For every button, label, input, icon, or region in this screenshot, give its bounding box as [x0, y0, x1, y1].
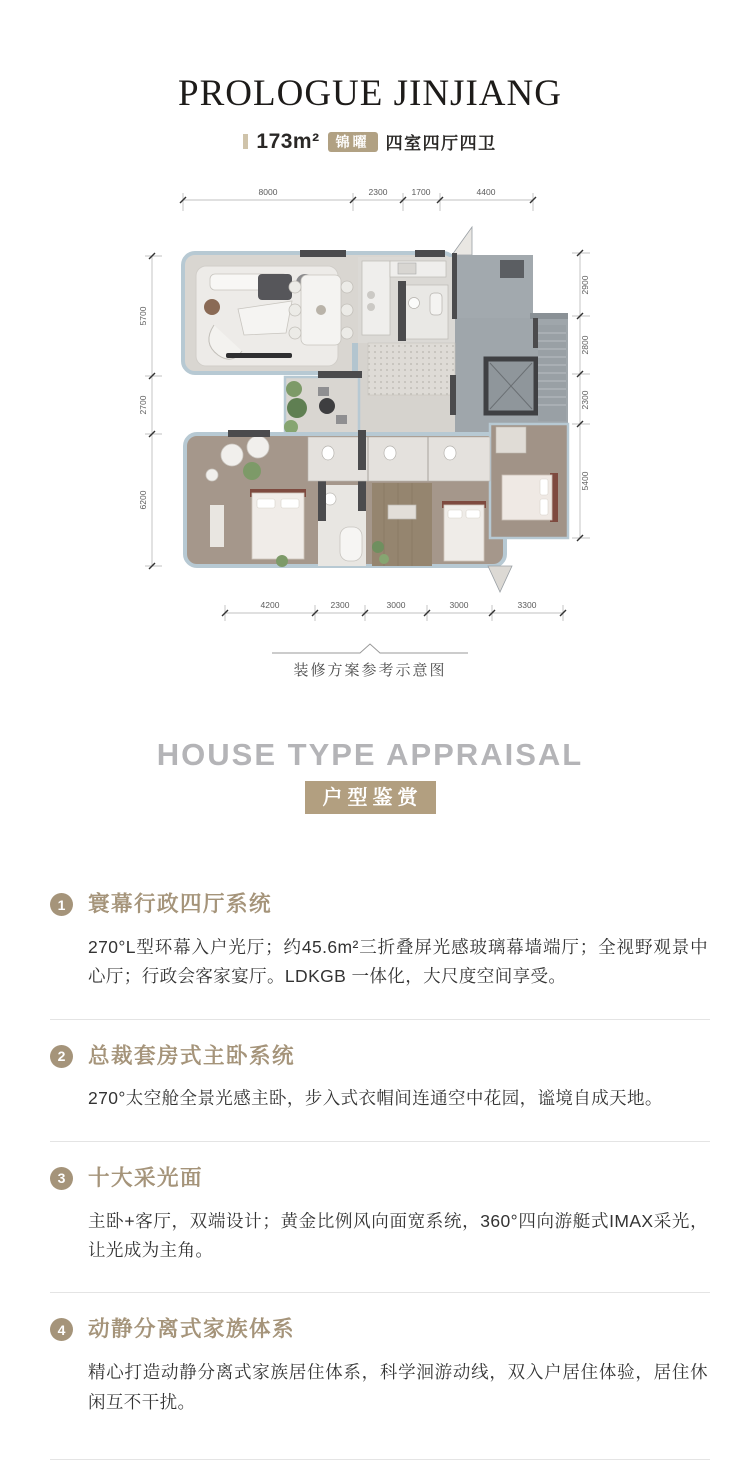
section-title: 十大采光面 [88, 1165, 204, 1190]
entry-hall [352, 343, 456, 440]
floorplan-drawing [0, 175, 740, 705]
study-room [372, 483, 432, 566]
section-body: 精心打造动静分离式家族居住体系，科学洄游动线，双入户居住体验，居住休闲互不干扰。 [88, 1362, 708, 1412]
svg-text:装修方案参考示意图: 装修方案参考示意图 [293, 662, 447, 679]
entry-marker-bottom [488, 566, 512, 592]
public-core [452, 253, 568, 434]
feature-section-2 [50, 1020, 710, 1142]
svg-text:2900: 2900 [580, 275, 590, 295]
svg-text:2300: 2300 [368, 187, 388, 197]
bedroom-2 [442, 501, 486, 561]
bedroom-block [185, 424, 568, 592]
svg-text:3000: 3000 [386, 600, 406, 610]
section-title: 总裁套房式主卧系统 [88, 1043, 296, 1068]
feature-section-1 [50, 868, 710, 1020]
svg-text:4200: 4200 [260, 600, 280, 610]
master-bathroom [318, 481, 366, 566]
svg-text:2700: 2700 [138, 395, 148, 415]
svg-text:2300: 2300 [580, 390, 590, 410]
feature-section-3 [50, 1142, 710, 1294]
terrace-garden [284, 371, 362, 440]
entry-marker-top [452, 227, 472, 255]
section-title: 寰幕行政四厅系统 [88, 892, 273, 916]
bath-strip [308, 437, 490, 481]
accent-bar [243, 134, 248, 149]
svg-text:5700: 5700 [138, 306, 148, 326]
section-title: 动静分离式家族体系 [88, 1317, 296, 1342]
kitchen [358, 257, 455, 343]
section-number-badge: 4 [50, 1318, 73, 1341]
plan-caption [272, 644, 468, 679]
section-body: 主卧+客厅，双端设计；黄金比例风向面宽系统，360°四向游艇式IMAX采光，让光成为主角。 [88, 1210, 708, 1260]
brand-logo: PROLOGUE JINJIANG [178, 73, 562, 114]
appraisal-heading-zh: 户型鉴赏 [305, 781, 436, 814]
svg-text:5400: 5400 [580, 471, 590, 491]
unit-area: 173m² [256, 129, 320, 153]
feature-sections [50, 868, 710, 1460]
section-number-badge: 2 [50, 1045, 73, 1068]
appraisal-heading-zh-wrap [0, 781, 740, 814]
section-body: 270°太空舱全景光感主卧，步入式衣帽间连通空中花园，谧境自成天地。 [88, 1088, 663, 1109]
unit-rooms: 四室四厅四卫 [385, 134, 497, 153]
svg-text:8000: 8000 [258, 187, 278, 197]
svg-text:1700: 1700 [411, 187, 431, 197]
svg-text:3000: 3000 [449, 600, 469, 610]
elevator [486, 359, 536, 413]
svg-text:6200: 6200 [138, 490, 148, 510]
svg-text:4400: 4400 [476, 187, 496, 197]
section-body: 270°L型环幕入户光厅；约45.6m²三折叠屏光感玻璃幕墙端厅；全视野观景中心厅；行政会客家宴厅。LDKGB 一体化，大尺度空间享受。 [88, 936, 708, 987]
section-number-badge: 1 [50, 893, 73, 916]
unit-name-badge: 锦曜 [328, 132, 378, 152]
section-number-badge: 3 [50, 1167, 73, 1190]
svg-text:3300: 3300 [517, 600, 537, 610]
unit-spec-line [0, 129, 740, 154]
svg-text:2800: 2800 [580, 335, 590, 355]
feature-section-4 [50, 1293, 710, 1460]
svg-text:2300: 2300 [330, 600, 350, 610]
appraisal-heading-en: HOUSE TYPE APPRAISAL [156, 737, 584, 772]
stairs [538, 325, 566, 421]
